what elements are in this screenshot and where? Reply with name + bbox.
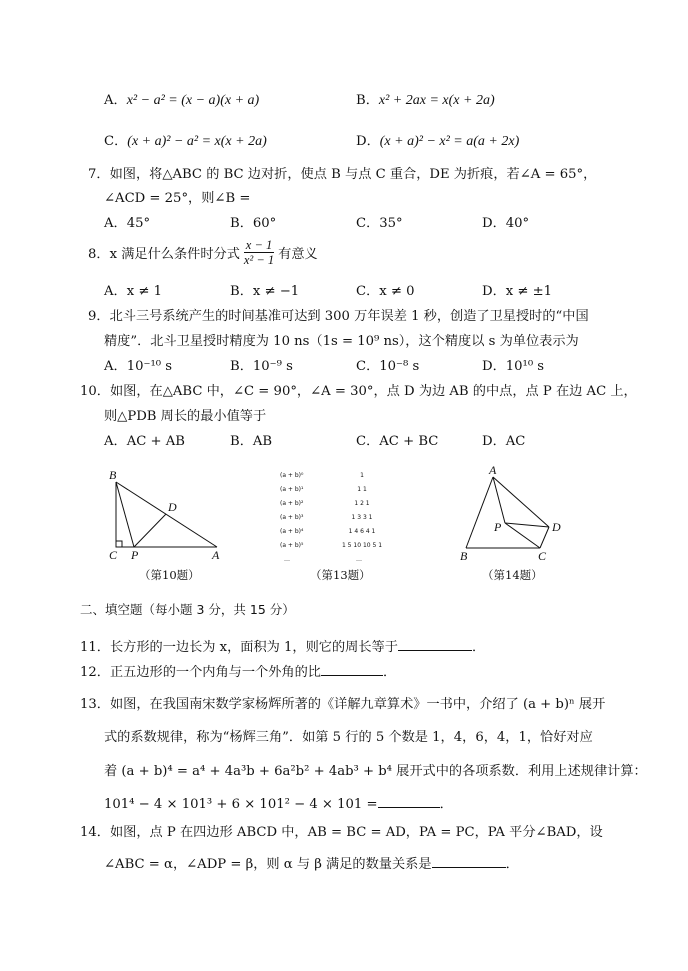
q14-end: ． — [505, 857, 519, 872]
q14-line1: 14．如图，点 P 在四边形 ABCD 中，AB = BC = AD，PA = PC，PA 平分∠BAD，设 — [80, 825, 603, 840]
q6-option-b — [356, 89, 495, 109]
q11-answer-blank[interactable] — [398, 638, 472, 651]
q7-line2: ∠ACD = 25°，则∠B = — [104, 191, 251, 206]
fig13-coef-5: 1 5 10 10 5 1 — [341, 542, 383, 549]
q13-end: ． — [439, 797, 453, 812]
fig10-label-b: B — [109, 468, 117, 482]
q8-option-a: A．x ≠ 1 — [104, 284, 162, 299]
q7-line1: 7．如图，将△ABC 的 BC 边对折，使点 B 与点 C 重合，DE 为折痕，若∠A = 65°， — [88, 167, 597, 182]
q7-option-c: C．35° — [356, 216, 403, 231]
fig13-coef-3: 1 3 3 1 — [351, 514, 373, 521]
q10-option-d: D．AC — [482, 434, 526, 449]
q11-end: ． — [471, 640, 486, 655]
fig13-expr-4: (a + b)⁴ — [280, 528, 304, 535]
figure-13 — [280, 472, 405, 568]
q6-option-a — [104, 89, 259, 109]
q7-option-d: D．40° — [482, 216, 530, 231]
q8-option-c: C．x ≠ 0 — [356, 284, 415, 299]
fig14-side-cd — [540, 527, 549, 548]
q10-option-b: B．AB — [230, 434, 273, 449]
fig13-expr-1: (a + b)¹ — [280, 486, 304, 493]
section-2-title: 二、填空题（每小题 3 分，共 15 分） — [80, 602, 295, 617]
q10-option-a: A．AC + AB — [104, 434, 185, 449]
figure-10 — [100, 466, 235, 562]
q6-option-c-expr: (x + a)² − a² = x(x + 2a) — [127, 134, 267, 149]
q12-text: 12．正五边形的一个内角与一个外角的比 — [80, 665, 321, 680]
fig14-segment-pd — [505, 523, 549, 527]
q8-option-b: B．x ≠ −1 — [230, 284, 300, 299]
fig10-label-c: C — [109, 548, 118, 562]
q13-expression: 101⁴ − 4 × 101³ + 6 × 101² − 4 × 101 = — [104, 797, 378, 812]
fig14-label-b: B — [460, 549, 468, 563]
q7-option-a: A．45° — [104, 216, 151, 231]
q10-line1: 10．如图，在△ABC 中，∠C = 90°，∠A = 30°，点 D 为边 AB 的中点，点 P 在边 AC 上， — [80, 384, 637, 399]
fig13-coef-2: 1 2 1 — [354, 500, 370, 507]
fig14-caption: （第14题） — [482, 568, 543, 582]
fig14-side-ad — [493, 477, 549, 527]
q9-option-a: A．10⁻¹⁰ s — [104, 359, 172, 374]
q9-line2: 精度”．北斗卫星授时精度为 10 ns（1s = 10⁹ ns），这个精度以 s 为单位表示为 — [104, 334, 579, 349]
q10-line2: 则△PDB 周长的最小值等于 — [104, 409, 267, 424]
fig10-label-a: A — [212, 548, 220, 562]
fig14-segment-pc — [505, 523, 540, 548]
q6-option-b-letter: B． — [356, 93, 379, 108]
fig13-coef-4: 1 4 6 4 1 — [348, 528, 376, 535]
fig13-dots-left: … — [284, 556, 290, 563]
q13-line3: 着 (a + b)⁴ = a⁴ + 4a³b + 6a²b² + 4ab³ + b⁴ 展开式中的各项系数．利用上述规律计算： — [104, 764, 647, 779]
fig10-label-p: P — [131, 548, 139, 562]
q6-option-d-expr: (x + a)² − x² = a(a + 2x) — [379, 134, 520, 149]
q11 — [80, 636, 485, 655]
q8-fraction-denominator: x² − 1 — [243, 253, 275, 267]
q11-text: 11．长方形的一边长为 x，面积为 1，则它的周长等于 — [80, 640, 398, 655]
q13-answer-blank[interactable] — [378, 795, 440, 808]
q12-answer-blank[interactable] — [321, 663, 383, 676]
fig14-label-c: C — [538, 549, 547, 563]
q8-option-d: D．x ≠ ±1 — [482, 284, 553, 299]
q9-option-b: B．10⁻⁹ s — [230, 359, 293, 374]
q6-option-a-letter: A． — [104, 93, 127, 108]
figure-14 — [456, 463, 568, 563]
fig13-caption: （第13题） — [310, 568, 371, 582]
fig14-segment-ap — [493, 477, 505, 523]
fig13-expr-0: (a + b)⁰ — [280, 472, 304, 479]
q7-option-b: B．60° — [230, 216, 277, 231]
fig14-label-d: D — [552, 520, 561, 534]
q13-line4 — [104, 793, 453, 812]
fig14-label-p: P — [494, 520, 502, 534]
q8-suffix: 有意义 — [278, 247, 318, 262]
q8-fraction-numerator: x − 1 — [245, 238, 273, 252]
fig13-expr-5: (a + b)⁵ — [280, 542, 304, 549]
q12-end: ． — [382, 665, 397, 680]
q13-line2: 式的系数规律，称为“杨辉三角”．如第 5 行的 5 个数是 1，4，6，4，1，恰好对应 — [104, 730, 593, 745]
fig13-coef-1: 1 1 — [357, 486, 367, 493]
fig10-caption: （第10题） — [139, 568, 200, 582]
fig13-dots-right: … — [356, 556, 362, 563]
q6-option-c-letter: C． — [104, 134, 128, 149]
fig14-label-a: A — [489, 463, 497, 477]
q12 — [80, 661, 396, 680]
q10-option-c: C．AC + BC — [356, 434, 439, 449]
fig13-coef-0: 1 — [360, 472, 364, 479]
q13-line1: 13．如图，在我国南宋数学家杨辉所著的《详解九章算术》一书中，介绍了 (a + b)ⁿ 展开 — [80, 697, 606, 712]
fig10-segment-pd — [134, 514, 166, 547]
q8-stem — [88, 238, 318, 267]
q6-option-d — [356, 130, 519, 150]
q9-line1: 9．北斗三号系统产生的时间基准可达到 300 万年误差 1 秒，创造了卫星授时的“中国 — [88, 309, 589, 324]
q6-option-d-letter: D． — [356, 134, 380, 149]
fig13-expr-3: (a + b)³ — [280, 514, 304, 521]
fig10-label-d: D — [168, 500, 177, 514]
q14-answer-blank[interactable] — [432, 855, 506, 868]
q8-fraction — [242, 238, 276, 267]
q6-option-b-expr: x² + 2ax = x(x + 2a) — [378, 93, 495, 108]
q6-option-c — [104, 130, 267, 150]
fig14-side-ab — [466, 477, 493, 548]
fig13-expr-2: (a + b)² — [280, 500, 304, 507]
q8-prefix: 8．x 满足什么条件时分式 — [88, 247, 240, 262]
q9-option-c: C．10⁻⁸ s — [356, 359, 420, 374]
q6-option-a-expr: x² − a² = (x − a)(x + a) — [126, 93, 260, 108]
fig10-right-angle-mark — [116, 541, 122, 547]
q9-option-d: D．10¹⁰ s — [482, 359, 545, 374]
q14-text: ∠ABC = α，∠ADP = β，则 α 与 β 满足的数量关系是 — [104, 857, 432, 872]
q14-line2 — [104, 853, 519, 872]
